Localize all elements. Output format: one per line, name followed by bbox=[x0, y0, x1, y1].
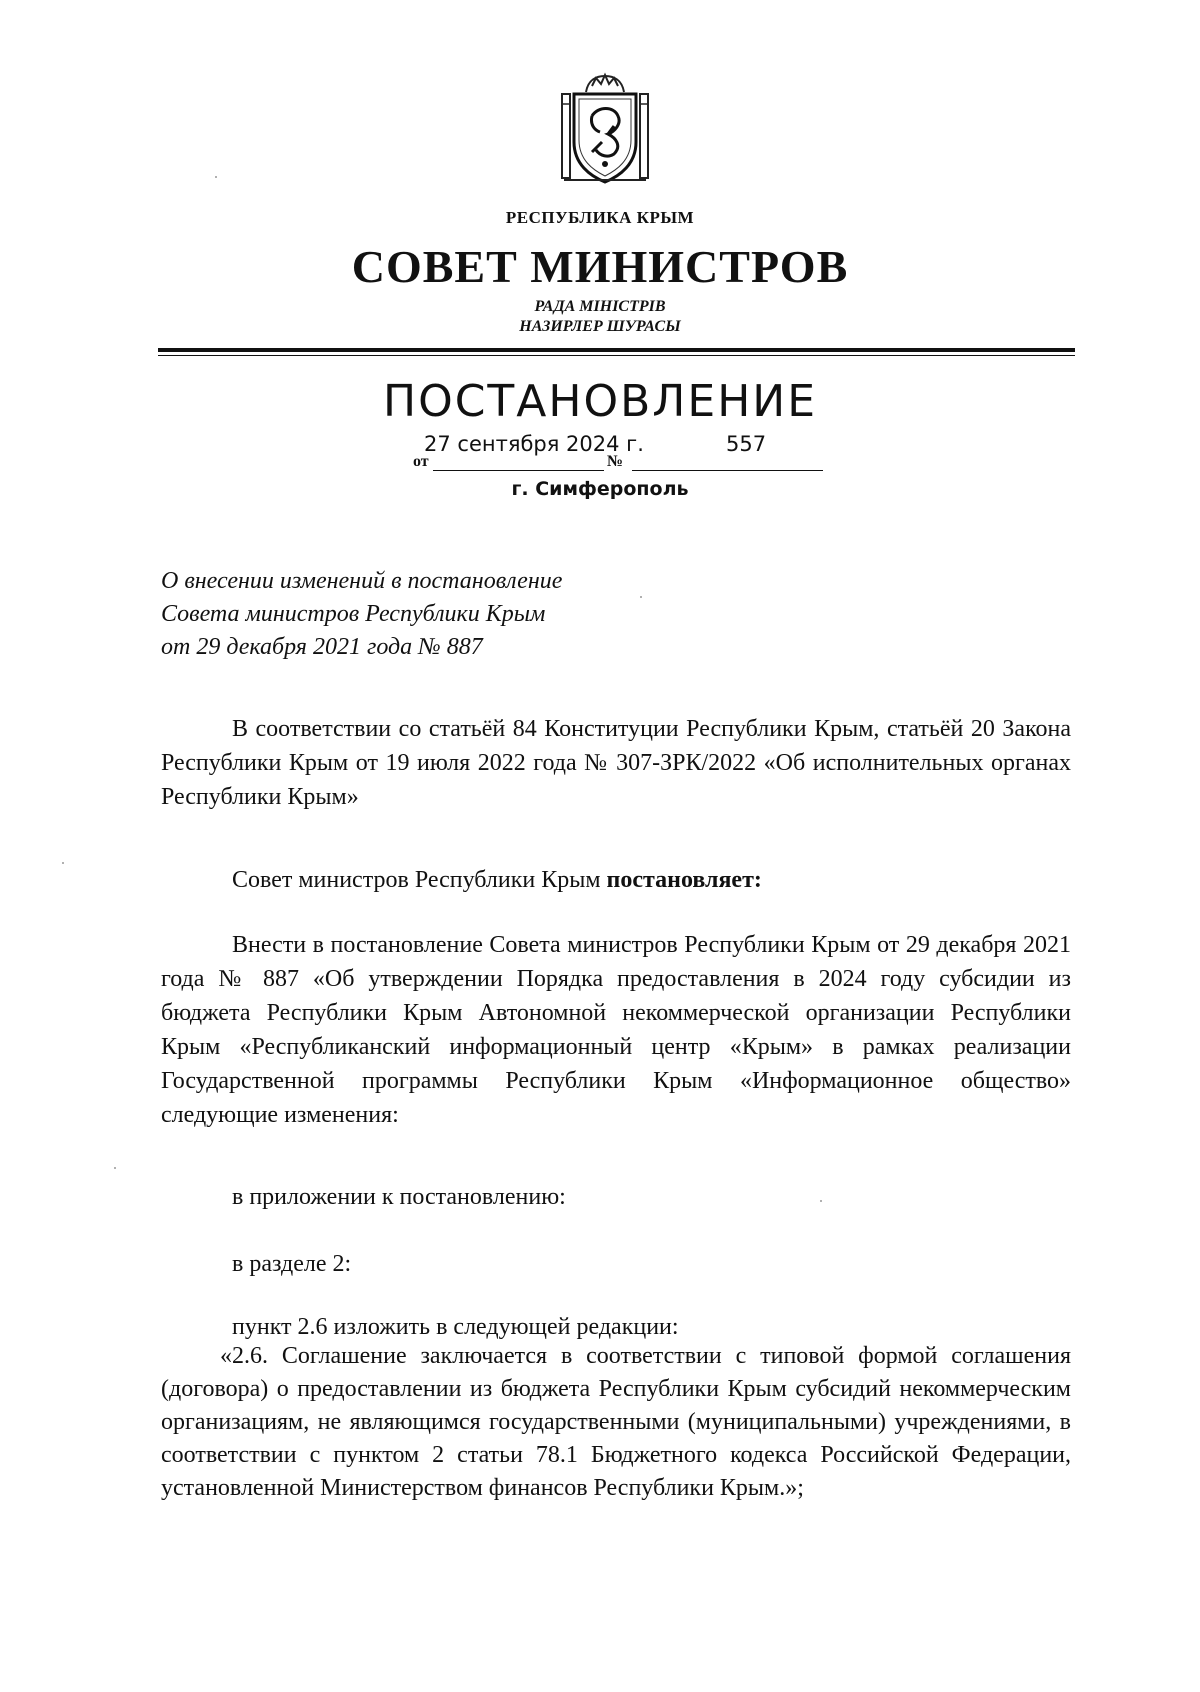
republic-name: РЕСПУБЛИКА КРЫМ bbox=[505, 208, 695, 227]
scan-speck bbox=[114, 1167, 116, 1169]
council-title: СОВЕТ МИНИСТРОВ bbox=[351, 241, 849, 292]
subject-line: от 29 декабря 2021 года № 887 bbox=[161, 634, 483, 660]
issue-city: г. Симферополь bbox=[511, 478, 689, 500]
new-clause-text: «2.6. Соглашение заключается в соответствии с типовой формой соглашения (договора) о предоставлении из бюджета Республики Крым субсидий некоммерческим организациям, не являющимся государственными (муниципальными) учреждениями, в соответствии с пунктом 2 статьи 78.1 Бюджетного кодекса Российской Федерации, установленной Министерством финансов Республики Крым.»; bbox=[161, 1343, 1071, 1501]
number-prefix-label: № bbox=[607, 453, 624, 470]
date-underline bbox=[433, 470, 604, 471]
council-title-crimean-tatar: НАЗИРЛЕР ШУРАСЫ bbox=[519, 318, 681, 335]
annex-paragraph: в приложении к постановлению: bbox=[232, 1184, 566, 1210]
decree-subject bbox=[161, 565, 562, 664]
scan-speck bbox=[215, 176, 217, 178]
resolves-paragraph bbox=[161, 863, 1071, 897]
clause-paragraph: пункт 2.6 изложить в следующей редакции: bbox=[232, 1314, 679, 1340]
subject-line: О внесении изменений в постановление bbox=[161, 568, 563, 594]
number-underline bbox=[632, 470, 823, 471]
date-prefix-label: от bbox=[413, 453, 429, 470]
scan-speck bbox=[640, 596, 642, 598]
preamble-paragraph: В соответствии со статьёй 84 Конституции Республики Крым, статьёй 20 Закона Республики Крым от 19 июля 2022 года № 307-ЗРК/2022 «Об исполнительных органах Республики Крым» bbox=[161, 716, 1071, 810]
amendment-paragraph: Внести в постановление Совета министров Республики Крым от 29 декабря 2021 года № 887 «Об утверждении Порядка предоставления в 2024 году субсидии из бюджета Республики Крым Автономной некоммерческой организации Республики Крым «Республиканский информационный центр «Крым» в рамках реализации Государственной программы Республики Крым «Информационное общество» следующие изменения: bbox=[161, 932, 1071, 1128]
scan-speck bbox=[820, 1200, 822, 1202]
header-divider-thin bbox=[158, 355, 1075, 356]
decree-number: 557 bbox=[726, 432, 767, 456]
decree-date: 27 сентября 2024 г. bbox=[424, 432, 644, 456]
council-title-ukrainian: РАДА МІНІСТРІВ bbox=[534, 298, 666, 315]
header-divider-thick bbox=[158, 348, 1075, 352]
crimea-coat-of-arms-icon bbox=[556, 72, 654, 186]
resolves-prefix: Совет министров Республики Крым bbox=[232, 867, 607, 893]
section-paragraph: в разделе 2: bbox=[232, 1251, 352, 1277]
subject-line: Совета министров Республики Крым bbox=[161, 601, 546, 627]
resolves-keyword: постановляет: bbox=[606, 867, 762, 893]
document-type-title: ПОСТАНОВЛЕНИЕ bbox=[382, 376, 817, 427]
scan-speck bbox=[62, 862, 64, 864]
